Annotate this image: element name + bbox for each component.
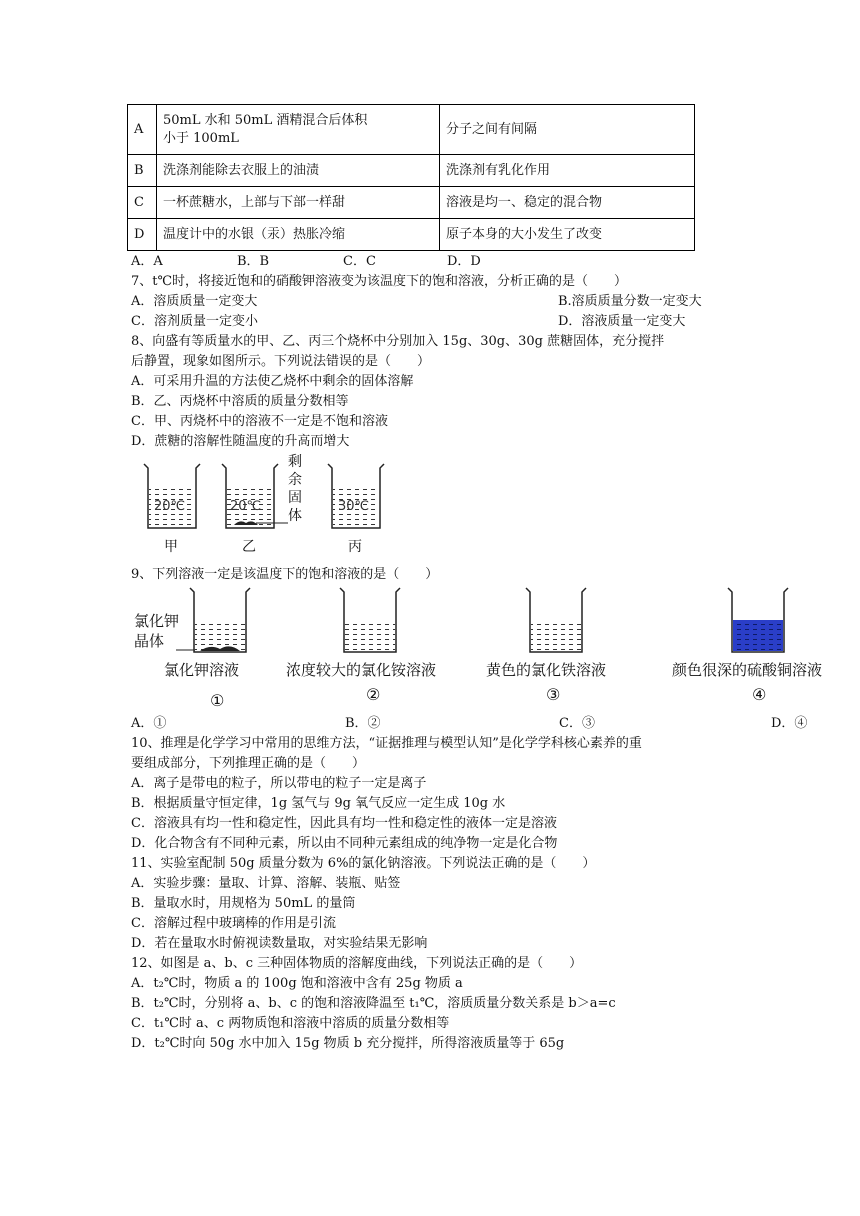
row-key: D: [128, 219, 157, 251]
q9-beaker-figure: [128, 582, 838, 714]
q9-beaker-2: [286, 588, 436, 704]
row-key: A: [128, 105, 157, 155]
q10-stem-line1: 10、推理是化学学习中常用的思维方法，“证据推理与模型认知”是化学学科核心素养的重: [131, 736, 642, 751]
q9-beaker-3-num: ③: [546, 685, 561, 704]
row-fact-text: 50mL 水和 50mL 酒精混合后体积 小于 100mL: [163, 112, 368, 146]
q9-beaker-3-caption: 黄色的氯化铁溶液: [486, 661, 607, 679]
q9-option-a[interactable]: A．①: [131, 716, 167, 731]
beaker-yi: [222, 464, 288, 555]
row-fact: 一杯蔗糖水，上部与下部一样甜: [157, 187, 440, 219]
crystal-label-line1: 氯化钾: [134, 612, 180, 630]
svg-text:固: 固: [288, 490, 302, 506]
q7-option-a[interactable]: A．溶质质量一定变大: [131, 294, 258, 309]
q6-option-b[interactable]: B．B: [237, 254, 270, 269]
q11-option-a[interactable]: A．实验步骤：量取、计算、溶解、装瓶、贴签: [131, 876, 401, 891]
row-explain: 原子本身的大小发生了改变: [440, 219, 695, 251]
q9-beaker-4: [672, 588, 822, 704]
row-key: C: [128, 187, 157, 219]
table-row: [128, 105, 695, 155]
q10-option-d[interactable]: D．化合物含有不同种元素，所以由不同种元素组成的纯净物一定是化合物: [131, 836, 558, 851]
q10-option-a[interactable]: A．离子是带电的粒子，所以带电的粒子一定是离子: [131, 776, 427, 791]
beaker-bing-temp: 30℃: [338, 499, 370, 514]
q6-option-c[interactable]: C．C: [343, 254, 376, 269]
q7-option-b[interactable]: B.溶质质量分数一定变大: [558, 294, 702, 309]
q9-stem: 9、下列溶液一定是该温度下的饱和溶液的是（ ）: [131, 567, 439, 582]
q12-option-d[interactable]: D．t₂℃时向 50g 水中加入 15g 物质 b 充分搅拌，所得溶液质量等于 65g: [131, 1036, 565, 1051]
q9-beaker-2-caption: 浓度较大的氯化铵溶液: [286, 661, 437, 679]
cuso4-solution: [733, 620, 783, 651]
crystal-label-line2: 晶体: [134, 632, 165, 650]
q12-stem: 12、如图是 a、b、c 三种固体物质的溶解度曲线，下列说法正确的是（ ）: [131, 956, 583, 971]
q11-option-c[interactable]: C．溶解过程中玻璃棒的作用是引流: [131, 916, 336, 931]
q11-stem: 11、实验室配制 50g 质量分数为 6%的氯化钠溶液。下列说法正确的是（ ）: [131, 856, 596, 871]
row-fact: 温度计中的水银（汞）热胀冷缩: [157, 219, 440, 251]
q8-option-a[interactable]: A．可采用升温的方法使乙烧杯中剩余的固体溶解: [131, 374, 414, 389]
q8-option-c[interactable]: C．甲、丙烧杯中的溶液不一定是不饱和溶液: [131, 414, 388, 429]
q12-option-a[interactable]: A．t₂℃时，物质 a 的 100g 饱和溶液中含有 25g 物质 a: [131, 976, 463, 991]
q10-option-c[interactable]: C．溶液具有均一性和稳定性，因此具有均一性和稳定性的液体一定是溶液: [131, 816, 557, 831]
svg-text:体: 体: [288, 508, 302, 524]
beaker-yi-temp: 20℃: [230, 499, 262, 514]
q8-stem-line1: 8、向盛有等质量水的甲、乙、丙三个烧杯中分别加入 15g、30g、30g 蔗糖固体，充分搅拌: [131, 334, 665, 349]
q7-option-c[interactable]: C．溶剂质量一定变小: [131, 314, 258, 329]
q8-option-d[interactable]: D．蔗糖的溶解性随温度的升高而增大: [131, 434, 350, 449]
q10-option-b[interactable]: B．根据质量守恒定律，1g 氢气与 9g 氧气反应一定生成 10g 水: [131, 796, 506, 811]
q11-option-d[interactable]: D．若在量取水时俯视读数量取，对实验结果无影响: [131, 936, 428, 951]
beaker-jia-label: 甲: [164, 539, 178, 555]
q9-beaker-2-num: ②: [366, 685, 381, 704]
row-fact: 洗涤剂能除去衣服上的油渍: [157, 155, 440, 187]
beaker-yi-label: 乙: [242, 539, 256, 555]
q9-option-c[interactable]: C．③: [559, 716, 595, 731]
q8-option-b[interactable]: B．乙、丙烧杯中溶质的质量分数相等: [131, 394, 349, 409]
beaker-jia-temp: 20℃: [154, 499, 186, 514]
svg-text:剩: 剩: [288, 454, 302, 470]
beaker-jia: [144, 464, 200, 555]
q8-stem-line2: 后静置，现象如图所示。下列说法错误的是（ ）: [131, 354, 431, 369]
q9-beaker-1: [164, 588, 250, 710]
q9-beaker-1-caption: 氯化钾溶液: [164, 661, 240, 679]
residue-label: [288, 454, 302, 524]
q8-beaker-figure: [130, 452, 400, 562]
row-key: B: [128, 155, 157, 187]
row-explain: 溶液是均一、稳定的混合物: [440, 187, 695, 219]
svg-text:余: 余: [288, 472, 302, 488]
q9-beaker-1-num: ①: [210, 691, 225, 710]
q6-table: [127, 104, 695, 251]
q10-stem-line2: 要组成部分，下列推理正确的是（ ）: [131, 756, 366, 771]
q11-option-b[interactable]: B．量取水时，用规格为 50mL 的量筒: [131, 896, 356, 911]
q9-beaker-4-caption: 颜色很深的硫酸铜溶液: [672, 661, 823, 679]
table-row: [128, 155, 695, 187]
table-row: [128, 219, 695, 251]
table-row: [128, 187, 695, 219]
q6-option-a[interactable]: A．A: [131, 254, 163, 269]
q9-beaker-4-num: ④: [752, 685, 767, 704]
beaker-bing: [328, 464, 384, 555]
row-fact: [157, 105, 440, 155]
row-explain: 洗涤剂有乳化作用: [440, 155, 695, 187]
q9-option-b[interactable]: B．②: [345, 716, 381, 731]
q12-option-b[interactable]: B．t₂℃时，分别将 a、b、c 的饱和溶液降温至 t₁℃，溶质质量分数关系是 b＞a=c: [131, 996, 616, 1011]
q12-option-c[interactable]: C．t₁℃时 a、c 两物质饱和溶液中溶质的质量分数相等: [131, 1016, 450, 1031]
q9-option-d[interactable]: D．④: [771, 716, 808, 731]
row-explain: 分子之间有间隔: [440, 105, 695, 155]
q6-option-d[interactable]: D．D: [447, 254, 481, 269]
beaker-bing-label: 丙: [348, 539, 362, 555]
q7-stem: 7、t℃时，将接近饱和的硝酸钾溶液变为该温度下的饱和溶液，分析正确的是（ ）: [131, 274, 628, 289]
q9-beaker-3: [486, 588, 606, 704]
q7-option-d[interactable]: D．溶液质量一定变大: [558, 314, 686, 329]
